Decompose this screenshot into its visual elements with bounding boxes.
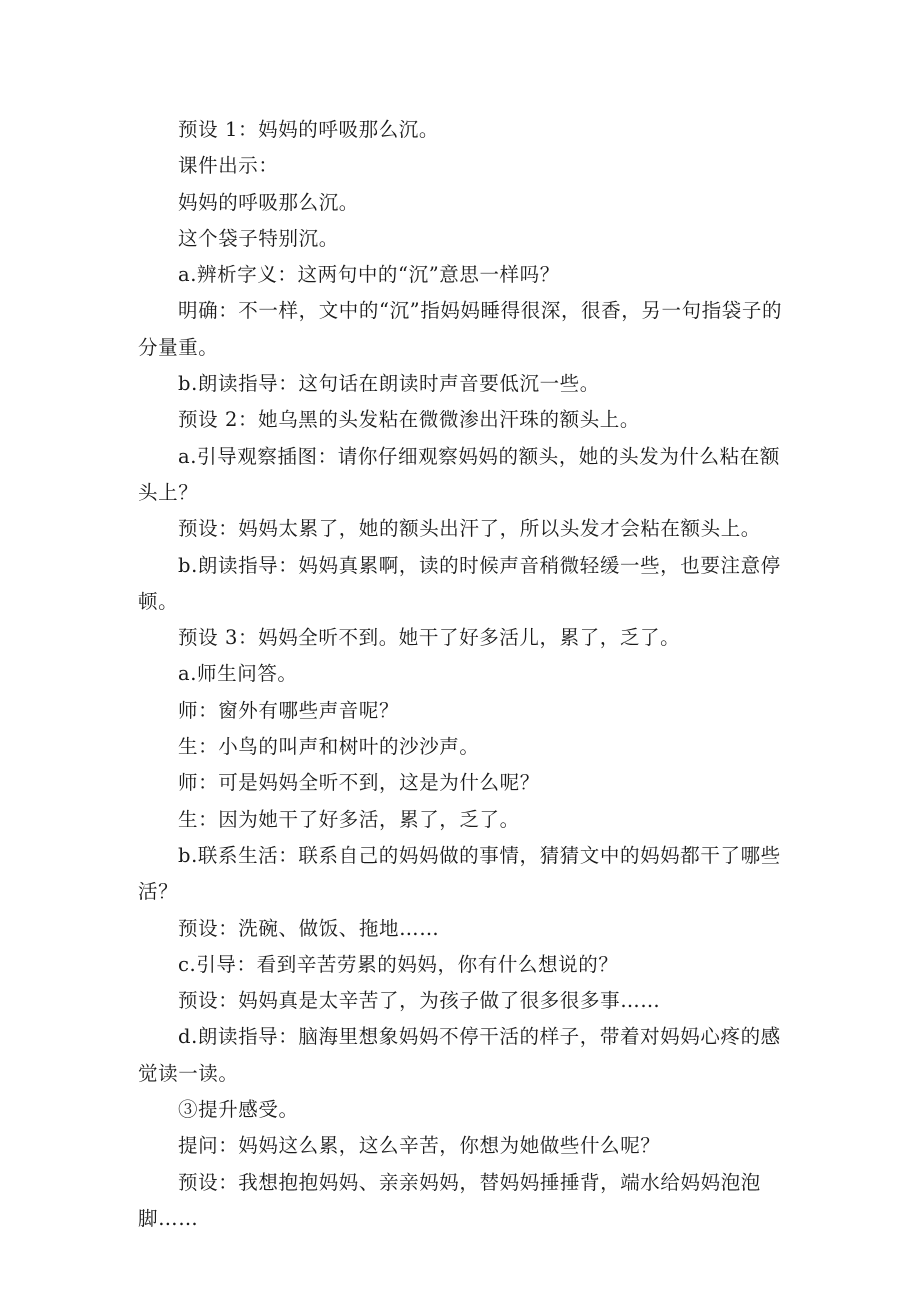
paragraph: a.师生问答。: [178, 662, 298, 686]
paragraph: b.联系生活：联系自己的妈妈做的事情，猜猜文中的妈妈都干了哪些活？: [138, 843, 781, 904]
paragraph: 明确：不一样，文中的“沉”指妈妈睡得很深，很香，另一句指袋子的分量重。: [138, 299, 783, 359]
paragraph: a.引导观察插图：请你仔细观察妈妈的额头，她的头发为什么粘在额头上？: [138, 444, 780, 504]
paragraph: a.辨析字义：这两句中的“沉”意思一样吗？: [178, 263, 560, 287]
paragraph: c.引导：看到辛苦劳累的妈妈，你有什么想说的？: [178, 952, 619, 976]
paragraph: 妈妈的呼吸那么沉。: [178, 190, 359, 214]
paragraph: 课件出示：: [178, 154, 279, 178]
paragraph: 预设 3：妈妈全听不到。她干了好多活儿，累了，乏了。: [178, 626, 681, 650]
paragraph: d.朗读指导：脑海里想象妈妈不停干活的样子，带着对妈妈心疼的感觉读一读。: [138, 1025, 781, 1085]
paragraph: b.朗读指导：妈妈真累啊，读的时候声音稍微轻缓一些，也要注意停顿。: [138, 553, 781, 613]
paragraph: 预设：妈妈太累了，她的额头出汗了，所以头发才会粘在额头上。: [178, 517, 761, 541]
paragraph: 预设：洗碗、做饭、拖地……: [178, 916, 440, 940]
paragraph: b.朗读指导：这句话在朗读时声音要低沉一些。: [178, 372, 600, 396]
paragraph: 预设 1：妈妈的呼吸那么沉。: [178, 118, 440, 141]
paragraph: ③提升感受。: [178, 1098, 299, 1122]
paragraph: 师：窗外有哪些声音呢？: [178, 698, 400, 722]
document-body: [138, 112, 786, 1237]
paragraph: 这个袋子特别沉。: [178, 226, 339, 250]
paragraph: 提问：妈妈这么累，这么辛苦，你想为她做些什么呢？: [178, 1134, 661, 1158]
paragraph: 预设 2：她乌黑的头发粘在微微渗出汗珠的额头上。: [178, 408, 641, 432]
paragraph: 预设：我想抱抱妈妈、亲亲妈妈，替妈妈捶捶背，端水给妈妈泡泡脚……: [138, 1170, 761, 1230]
paragraph: 生：因为她干了好多活，累了，乏了。: [178, 807, 520, 831]
paragraph: 预设：妈妈真是太辛苦了，为孩子做了很多很多事……: [178, 989, 661, 1013]
paragraph: 生：小鸟的叫声和树叶的沙沙声。: [178, 735, 480, 759]
paragraph: 师：可是妈妈全听不到，这是为什么呢？: [178, 771, 540, 795]
